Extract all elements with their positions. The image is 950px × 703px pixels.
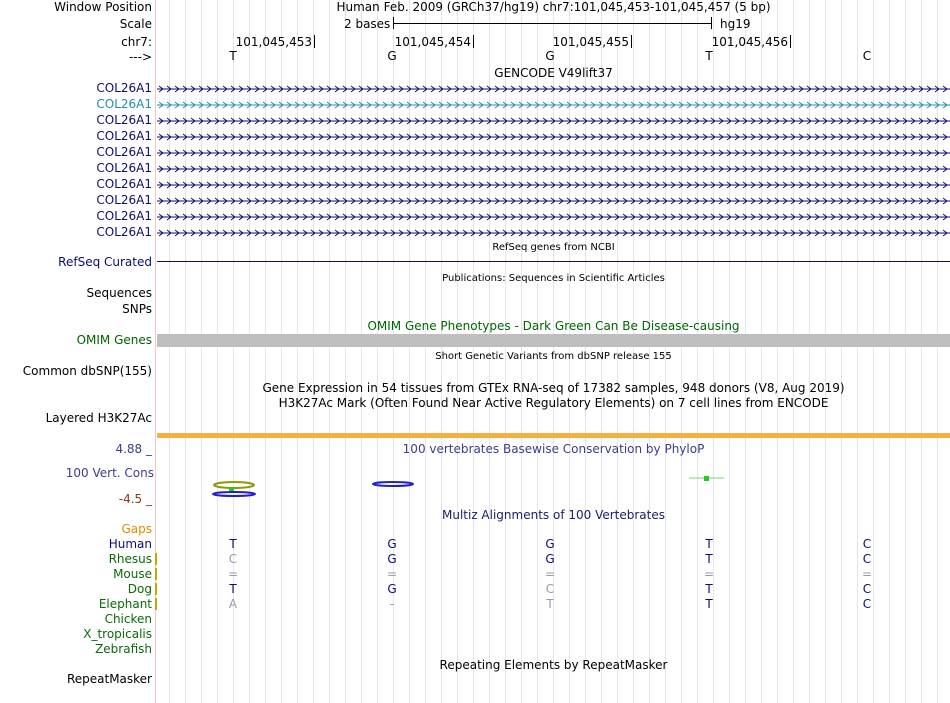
gencode-transcript[interactable] xyxy=(157,148,950,158)
alignment-base: T xyxy=(229,537,237,551)
alignment-base: T xyxy=(705,582,713,596)
gencode-transcript[interactable] xyxy=(157,100,950,110)
gencode-transcript[interactable] xyxy=(157,132,950,142)
layered-h3k27ac-label[interactable]: Layered H3K27Ac xyxy=(45,411,152,425)
gap-indicator xyxy=(155,598,157,610)
sequence-base: G xyxy=(545,49,555,63)
dbsnp-track-title: Short Genetic Variants from dbSNP release 155 xyxy=(435,351,672,362)
repeatmasker-label[interactable]: RepeatMasker xyxy=(66,672,152,686)
assembly-label: hg19 xyxy=(720,17,751,31)
refseq-curated-label[interactable]: RefSeq Curated xyxy=(58,255,152,269)
repeatmasker-track-title: Repeating Elements by RepeatMasker xyxy=(439,658,668,672)
transcript-strand-arrows xyxy=(157,132,950,142)
gencode-gene-label[interactable]: COL26A1 xyxy=(96,193,152,207)
publications-track-title: Publications: Sequences in Scientific Articles xyxy=(442,273,665,284)
conservation-mark-pos1 xyxy=(213,482,255,496)
omim-genes-label[interactable]: OMIM Genes xyxy=(76,333,152,347)
omim-track-title: OMIM Gene Phenotypes - Dark Green Can Be Disease-causing xyxy=(367,319,740,333)
gtex-track-title: Gene Expression in 54 tissues from GTEx RNA-seq of 17382 samples, 948 donors (V8, Aug 2019) xyxy=(262,381,845,395)
alignment-base: T xyxy=(705,597,713,611)
gencode-gene-label[interactable]: COL26A1 xyxy=(96,81,152,95)
transcript-strand-arrows xyxy=(157,212,950,222)
transcript-strand-arrows xyxy=(157,196,950,206)
window-position-value[interactable]: Human Feb. 2009 (GRCh37/hg19) chr7:101,045,453-101,045,457 (5 bp) xyxy=(336,0,771,14)
species-label-elephant[interactable]: Elephant xyxy=(98,597,152,611)
alignment-base: C xyxy=(862,597,872,611)
gencode-transcript[interactable] xyxy=(157,228,950,238)
gencode-transcript[interactable] xyxy=(157,196,950,206)
gap-indicator xyxy=(155,583,157,595)
species-label-mouse[interactable]: Mouse xyxy=(113,567,152,581)
conservation-track-title: 100 vertebrates Basewise Conservation by PhyloP xyxy=(402,442,705,456)
alignment-base: C xyxy=(545,582,555,596)
gencode-gene-label[interactable]: COL26A1 xyxy=(96,129,152,143)
gencode-gene-label[interactable]: COL26A1 xyxy=(96,177,152,191)
alignment-base: = xyxy=(703,567,715,581)
alignment-base: T xyxy=(546,597,554,611)
sequences-label[interactable]: Sequences xyxy=(86,286,152,300)
sequence-base: G xyxy=(387,49,397,63)
transcript-strand-arrows xyxy=(157,180,950,190)
transcript-strand-arrows xyxy=(157,116,950,126)
species-label-dog[interactable]: Dog xyxy=(127,582,152,596)
alignment-base: G xyxy=(387,582,397,596)
gaps-label[interactable]: Gaps xyxy=(121,522,152,536)
multiz-track-title: Multiz Alignments of 100 Vertebrates xyxy=(441,508,666,522)
gencode-transcript[interactable] xyxy=(157,180,950,190)
species-label-x_tropicalis[interactable]: X_tropicalis xyxy=(83,627,152,641)
alignment-base: T xyxy=(229,582,237,596)
omim-gene-bar[interactable] xyxy=(157,334,950,347)
gencode-gene-label[interactable]: COL26A1 xyxy=(96,209,152,223)
alignment-base: C xyxy=(862,552,872,566)
alignment-base: A xyxy=(228,597,238,611)
gencode-gene-label[interactable]: COL26A1 xyxy=(96,225,152,239)
alignment-base: T xyxy=(705,537,713,551)
scale-bar xyxy=(393,17,712,31)
refseq-track-title: RefSeq genes from NCBI xyxy=(492,242,615,253)
gencode-transcript[interactable] xyxy=(157,84,950,94)
gencode-gene-label[interactable]: COL26A1 xyxy=(96,145,152,159)
conservation-mark-pos2 xyxy=(373,482,413,486)
scale-bar-text: 2 bases xyxy=(344,17,391,31)
alignment-base: C xyxy=(862,537,872,551)
coordinate-label: 101,045,455 xyxy=(552,35,629,49)
scale-label: Scale xyxy=(119,17,152,31)
conservation-plot[interactable] xyxy=(157,470,950,502)
vert-cons-label[interactable]: 100 Vert. Cons xyxy=(65,466,154,480)
species-label-chicken[interactable]: Chicken xyxy=(104,612,152,626)
gencode-gene-label[interactable]: COL26A1 xyxy=(96,161,152,175)
conservation-max-label: 4.88 _ xyxy=(115,442,152,456)
alignment-base: = xyxy=(861,567,873,581)
species-label-zebrafish[interactable]: Zebrafish xyxy=(95,642,152,656)
gencode-track-title: GENCODE V49lift37 xyxy=(494,66,613,80)
ruler-tick xyxy=(790,35,791,48)
window-position-label: Window Position xyxy=(54,0,152,14)
alignment-base: G xyxy=(545,537,555,551)
alignment-base: = xyxy=(544,567,556,581)
transcript-strand-arrows xyxy=(157,228,950,238)
gap-indicator xyxy=(155,553,157,565)
sequence-base: T xyxy=(705,49,713,63)
ruler-tick xyxy=(473,35,474,48)
conservation-mark-pos4 xyxy=(689,476,724,481)
gap-indicator xyxy=(155,568,157,580)
snps-label[interactable]: SNPs xyxy=(122,302,152,316)
gencode-transcript[interactable] xyxy=(157,116,950,126)
conservation-min-label: -4.5 _ xyxy=(118,492,152,506)
common-dbsnp-label[interactable]: Common dbSNP(155) xyxy=(22,364,152,378)
alignment-base: C xyxy=(862,582,872,596)
sequence-base: T xyxy=(229,49,237,63)
transcript-strand-arrows xyxy=(157,164,950,174)
ruler-tick xyxy=(314,35,315,48)
species-label-rhesus[interactable]: Rhesus xyxy=(108,552,152,566)
alignment-base: C xyxy=(228,552,238,566)
alignment-base: = xyxy=(386,567,398,581)
coordinate-label: 101,045,453 xyxy=(235,35,312,49)
transcript-strand-arrows xyxy=(157,148,950,158)
coordinate-label: 101,045,454 xyxy=(394,35,471,49)
strand-label: ---> xyxy=(128,50,152,64)
gencode-gene-label[interactable]: COL26A1 xyxy=(96,113,152,127)
alignment-base: G xyxy=(387,537,397,551)
h3k27ac-signal-bar[interactable] xyxy=(157,433,950,438)
gencode-transcript[interactable] xyxy=(157,212,950,222)
coordinate-label: 101,045,456 xyxy=(711,35,788,49)
alignment-base: - xyxy=(389,597,395,611)
alignment-base: G xyxy=(545,552,555,566)
h3k27ac-track-title: H3K27Ac Mark (Often Found Near Active Regulatory Elements) on 7 cell lines from ENCODE xyxy=(278,396,829,410)
sequence-base: C xyxy=(862,49,872,63)
alignment-base: G xyxy=(387,552,397,566)
transcript-strand-arrows xyxy=(157,84,950,94)
species-label-human[interactable]: Human xyxy=(108,537,152,551)
ruler-tick xyxy=(631,35,632,48)
alignment-base: T xyxy=(705,552,713,566)
chrom-label: chr7: xyxy=(121,35,152,49)
transcript-strand-arrows xyxy=(157,100,950,110)
gencode-gene-label[interactable]: COL26A1 xyxy=(96,97,152,111)
alignment-base: = xyxy=(227,567,239,581)
refseq-gene-line[interactable] xyxy=(157,261,950,262)
gencode-transcript[interactable] xyxy=(157,164,950,174)
